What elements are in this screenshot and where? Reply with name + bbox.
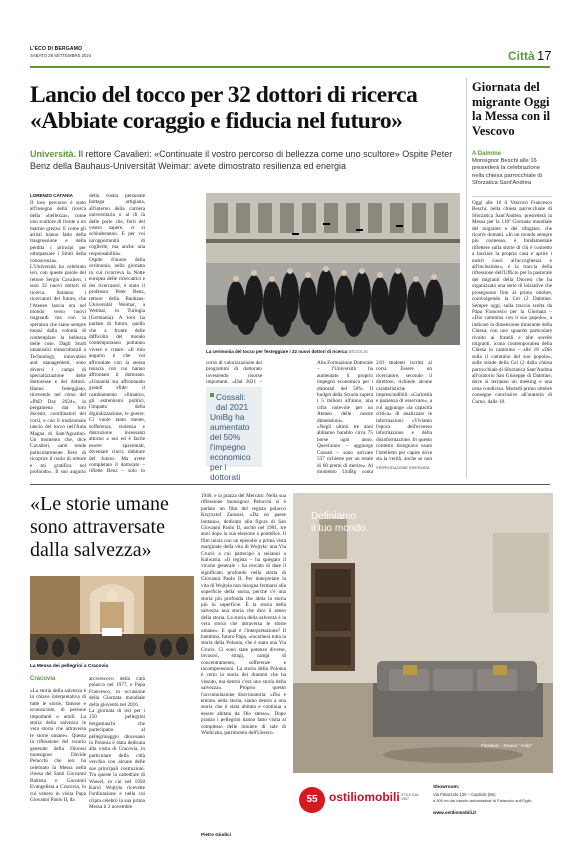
header-rule bbox=[30, 66, 550, 68]
second-col-2: arcivescovo della città polacca nel 1977, e Papa Francesco, in occasione della Giornata mondiale della gioventù nel 2016. La giornata di ieri per i 150 pellegrini bergamaschi che partecipano al pellegrinaggio diocesano in Polonia è stata dedicata alla visita di Cracovia, in particolare della città vecchia con alcune delle sue principali costruzioni. Tra queste la cattedrale di Wawel, in cui nel 1958 Karol Wojtyła ricevette l'ordinazione e nella cui cripta celebrò la sua prima Messa il 2 novembre bbox=[89, 676, 145, 811]
factbox-marker bbox=[210, 393, 214, 397]
copyright-note: ©RIPRODUZIONE RISERVATA bbox=[376, 466, 430, 470]
main-col-2: della vostra personale bottega artigiana, all'interno della carriera universitaria o al di là delle porte che, forti del vostro sapere, vi si schiuderanno. E per voi un'opportunità di coglierle, ma anche una responsabilità». Ospite d'onore della cerimonia, nella giornata in cui ricorreva la Notte europea delle ricercatrici e dei ricercatori, è stato il professor Peter Benz, rettore della Bauhaus-Universität Weimar, a Weimar, in Turingia (Germania). A loro ha parlato di futuro, quello che a fronte delle difficoltà del mondo contemporaneo potranno vivere e creare: «Il mio augurio è che voi affrontiate con la stessa tenacia con cui hanno affrontato il dottorato. «Umanità sta affrontando grandi sfide: il cambiamento climatico, gli estremismi politici, l'impatto della digitalizzazione, le guerre. Ci vuole tanto mente, sofferenza, violenza e distruzione incessanti attorno a noi ed è facile essere spaventati, diventare cinici, dubitare del futuro. Ma avete completato il dottorato – riflette Benz – solo lo bbox=[89, 193, 145, 475]
side-rule bbox=[472, 196, 552, 197]
ad-showroom-address: Via Palazzolo 130 – Capriolo (Bs) bbox=[433, 792, 496, 797]
brand-logo-icon: 55 bbox=[299, 787, 325, 813]
section-label: Città bbox=[508, 49, 535, 63]
main-col-3: corso di valorizzazione dei programmi di dottorato investendo risorse importanti. «Dal 2021 – bbox=[206, 360, 262, 386]
ad-interior-art bbox=[293, 493, 553, 773]
second-col-3: 1946, e la piazza del Mercato. Nella sua riflessione monsignor Pelucchi si è parlato un film del regista polacco Krzysztof Zanussi, «Da un paese lontano», dedicato alla figura di San Giovanni Paolo II, uscito nel 1981, tre anni dopo la sua elezione a pontefice. Il film inizia con un episodio a prima vista marginale della vita di Wojtyła: una Via Crucis a cui partecipò a seiianni a Kalwaria. «Il regista – ha spiegato il vicario generale – ha cercato di dare il significato profondo nella storia di Giovanni Paolo II. Per interpretare la vita di Wojtyła non bisogna fermarsi alla superficie della storia, perché c'è una storia più profonda che abita la storia più in superficie. È la storia della salvezza una storia che dice il senso della storia. La storia della salvezza è la vera storia che attraversa le storie umane». E qual è l'interpretazione? Il bambino, futuro Papa, «incarnerà tutta la storia della Polonia, che è stata una Via Crucis. Ci sono state potenze diverse, invasori, stragi, campi di concentramento, sofferenze e incomprensioni. La storia della Polonia è certo la storia dei drammi che ha vissuto, ma dentro c'era una storia della salvezza». Proprio questo l'accumulazione discrimatoria: «Dio è entrato nella storia, siamo dentro a una storia che è stata abitata e continua a essere abitata da Dio stesso». Dopo pranzo i pellegrini hanno fatto visita al complesso delle miniere di sale di Wieliczka, patrimonio dell'Unesco. bbox=[201, 493, 286, 737]
factbox-line: UniBg ha aumentato bbox=[210, 412, 250, 432]
second-signature: Pietro Giudici bbox=[201, 832, 231, 837]
ad-website-link[interactable]: www.ostiliomobili.it bbox=[433, 810, 476, 815]
main-col-5: 210 studenti iscritti ai corsi. Essere un ricercatore, secondo il direttore, richiede alcune caratteristiche imprescindibili: «Curiosità e pazienza di osservare», a cui aggiunge «la capacità critica» di analizzare le informazioni. «Viviamo l'epoca dell'eccesso informazione e della disinformazione. In questo contesto bisognava usare l'intelletto per capire dove sta la verità, anche se non bbox=[376, 360, 432, 462]
section-divider bbox=[30, 484, 550, 485]
main-headline-line1: Lancio del tocco per 32 dottori di ricerca bbox=[30, 82, 418, 108]
side-divider bbox=[466, 78, 467, 478]
cracovia-photo-art bbox=[30, 576, 194, 660]
ad-brand: ostiliomobili bbox=[329, 790, 400, 804]
graduation-photo bbox=[206, 193, 460, 345]
subhead-kicker: Università. bbox=[30, 149, 77, 159]
ad-slogan-line2: il tuo mondo. bbox=[311, 523, 369, 534]
factbox-text bbox=[210, 392, 258, 482]
main-headline-line2: «Abbiate coraggio e fiducia nel futuro» bbox=[30, 108, 403, 134]
ad-footer bbox=[293, 773, 553, 839]
ad-brand-tag: STILE DAL 1957 bbox=[401, 793, 419, 801]
ad-slogan-line1: Definiamo bbox=[311, 511, 357, 522]
main-subhead bbox=[30, 148, 460, 172]
ad-product-label: Flexteam - Divano "Andy" bbox=[481, 743, 533, 748]
page-number: 17 bbox=[537, 48, 552, 63]
second-headline: «Le storie umane sono attraversate dalla salvezza» bbox=[30, 493, 169, 561]
advertisement[interactable] bbox=[293, 493, 553, 839]
photo-caption-text: La cerimonia del tocco per festeggiare i 32 nuovi dottori di ricerca bbox=[206, 349, 348, 354]
factbox-line: del 50% l'impegno bbox=[210, 432, 246, 452]
factbox bbox=[206, 387, 262, 482]
photo-caption bbox=[206, 349, 460, 354]
main-col-1: Il loro percorso è stato all'insegna della ricerca della «bellezza», come uno scultore di fronte a un marmo grezzo. E come gli artisti hanno fatto della trasgressione e della perdita i principi per oltrepassare i limiti della conoscenza». L'Università ha celebrato ieri, con queste parole del rettore Sergio Cavalieri, i suoi 32 nuovi dottori di ricerca. Saranno i ricercatori del futuro, che l'Ateneo lancia ora nel mondo verso nuovi traguardi ma con la speranza che siano sempre mossi dalla volontà di contemplare la bellezza delle cose. Dagli Studi umanistici transculturali a Technology, innovation and management, sono diversi i campi di specializzazione delle dottoresse e dei dottori. Hanno festeggiato, ricevendo nel corso del «PhD Day 2024», la pergamena dai loro docenti, coordinatori dei corsi, e con il tradizionale lancio del tocco nell'Aula Magna di Sant'Agostino. Un momento che, dice Cavalieri, «ami rende particolarmente fiero di ricoprire il ruolo di rettore e mi gratifica nel profondo». Il suo augurio bbox=[30, 200, 86, 475]
side-summary: Monsignor Beschi alle 16 presiederà la celebrazione nella chiesa parrocchiale di Sforzatica Sant'Andrea bbox=[472, 158, 542, 186]
photo-credit: BEDOLIS bbox=[348, 349, 368, 354]
graduation-photo-art bbox=[206, 193, 460, 345]
side-body: Oggi alle 16 il Vescovo Francesco Beschi, nella chiesa parrocchiale di Sforzatica Sant'Andrea, presiederà la Messa per la 110ª Giornata mondiale del migrante e del rifugiato, che ricorre domani. «In un mondo sempre più connesso, è fondamentale riflettere sulla storie di chi è costretto a lasciare la propria casa e aprire i nostri cuori all'accoglienza e all'inclusione», è la traccia della riflessione dell'Ufficio per la pastorale dei migranti della Diocesi che ha organizzato una serie di iniziative che proseguono fino al primo ottobre, coinvolgendo la Cei (2 Dalmine. Sempre oggi, sulla traccia scelta da Papa Francesco per la Giornata – «Dio cammina con il suo popolo», a indicare la dimensione itinerante della Chiesa, con uno sguardo particolare rivolto ai fratelli e alle sorelle migranti, icona contemporanea della Chiesa in cammino – alle 18 «Dio sulla il cammino del suo popolo», sulle strade della Cei (2 dalla chiesa parrocchiale di Sforzatica Sant'Andrea all'oratorio San Giuseppe di Dalmine, dove si terranno un meeting e una cena condivisa. Martedì primo ottobre consegne conclusive all'oratorio di Curno, dalle 18. bbox=[472, 200, 552, 405]
byline: LORENZO CATANIA bbox=[30, 193, 73, 198]
ad-showroom-title: Showroom: bbox=[433, 785, 460, 790]
cracovia-photo bbox=[30, 576, 194, 660]
main-col-4: Alta Formazione Dottorale – l'Università ha aumentato il proprio impegno economico per i dottorati del 50%. Il budget della Scuola supera i 5 milioni all'anno, una cifra notevole per un Ateneo delle nostre dimensioni». «Negli ultimi tre anni abbiamo bandito circa 75 borse ogni anno. Quest'anno – aggiunge Cossali – sono arrivate 537 richieste per un totale di 68 premi di merito». Al momento UniBg conta bbox=[317, 360, 373, 475]
ad-showroom-parking: a 500 mt dal casello autostradale di Palazzolo sull'Oglio bbox=[433, 798, 532, 803]
issue-date: SABATO 28 SETTEMBRE 2024 bbox=[30, 53, 92, 58]
factbox-line: economico bbox=[210, 452, 251, 462]
side-kicker: A Dalmine bbox=[472, 151, 502, 157]
factbox-line: Cossali: dal 2021 bbox=[216, 392, 249, 412]
second-kicker: Cracovia bbox=[30, 676, 56, 682]
masthead: L'ECO DI BERGAMO bbox=[30, 46, 83, 52]
cracovia-photo-caption: La Messa dei pellegrini a Cracovia bbox=[30, 664, 109, 669]
second-col-1: «La storia della salvezza è la chiave interpretativa di tutte le storie, famose e sconosciute, di persone importanti o umili. La storia della salvezza le vera storia che attraversa le storie umane». Questa la riflessione del vicario generale della Diocesi monsignor Davide Pelucchi che ieri ha celebrato la Messa nella chiesa dei Santi Giovanni Battista e Giovanni Evangelista a Cracovia, in cui venero in visita Papa Giovanni Paolo II, da bbox=[30, 688, 86, 803]
side-headline: Giornata del migrante Oggi la Messa con il Vescovo bbox=[472, 80, 551, 138]
subhead-text: Il rettore Cavalieri: «Continuate il vostro percorso di bellezza come uno scultore» Ospite Peter Benz della Bauhaus-Universität Weimar: avete dimostrato resilienza ed energia bbox=[30, 149, 453, 171]
factbox-line: per i dottorati bbox=[210, 462, 241, 482]
